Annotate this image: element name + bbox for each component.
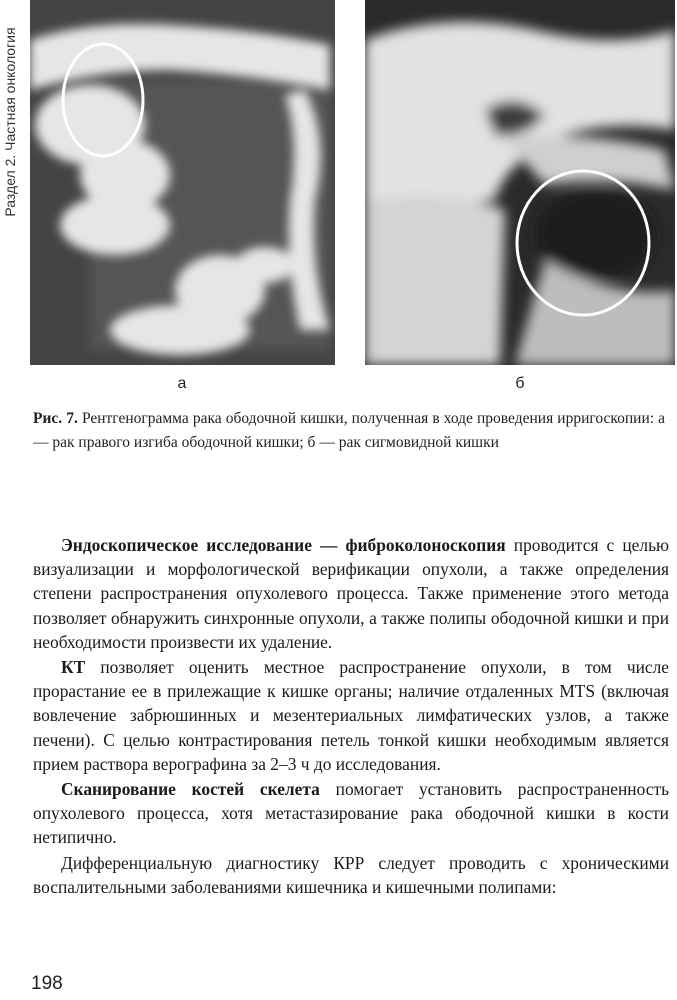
- caption-prefix: Рис. 7.: [33, 410, 78, 427]
- figure-caption: [33, 407, 665, 455]
- paragraph-endoscopy: Эндоскопическое исследование — фиброколоноскопия проводится с целью визуализации и морфологической верификации опухоли, а также определения степени распространения опухолевого процесса. Также применение этого метода позволяет обнаружить синхронные опухоли, а также полипы ободочной кишки и при необходимости произвести их удаление.: [33, 535, 670, 652]
- paragraph-differential: Дифференциальную диагностику КРР следует проводить с хроническими воспалительными заболеваниями кишечника и кишечными полипами:: [33, 852, 669, 897]
- xray-image-b: [365, 0, 675, 365]
- caption-text: Рентгенограмма рака ободочной кишки, полученная в ходе проведения ирригоскопии: а — рак правого изгиба ободочной кишки; б — рак сигмовидной кишки: [33, 410, 665, 451]
- term-ct: КТ: [61, 657, 86, 678]
- page-number: 198: [31, 973, 63, 994]
- figure-label-b: б: [515, 375, 525, 392]
- xray-image-a: [30, 0, 335, 365]
- paragraph-ct: КТ позволяет оценить местное распространение опухоли, в том числе прорастание ее в прилежащие к кишке органы; наличие отдаленных MTS (включая вовлечение забрюшинных и мезентериальных лимфатических узлов, а также печени). С целью контрастирования петель тонкой кишки необходимым является прием раствора верографина за 2–3 ч до исследования.: [33, 657, 669, 774]
- main-text: [33, 533, 669, 900]
- figure-label-a: а: [177, 375, 187, 392]
- term-endoscopy: Эндоскопическое исследование — фиброколоноскопия: [61, 535, 506, 555]
- running-header: [0, 0, 20, 245]
- paragraph-bone-scan: Сканирование костей скелета помогает установить распространенность опухолевого процесса, хотя метастазирование рака ободочной кишки в кости нетипично.: [33, 779, 669, 848]
- term-bone-scan: Сканирование костей скелета: [61, 779, 320, 800]
- section-title: Раздел 2. Частная онкология: [2, 27, 18, 217]
